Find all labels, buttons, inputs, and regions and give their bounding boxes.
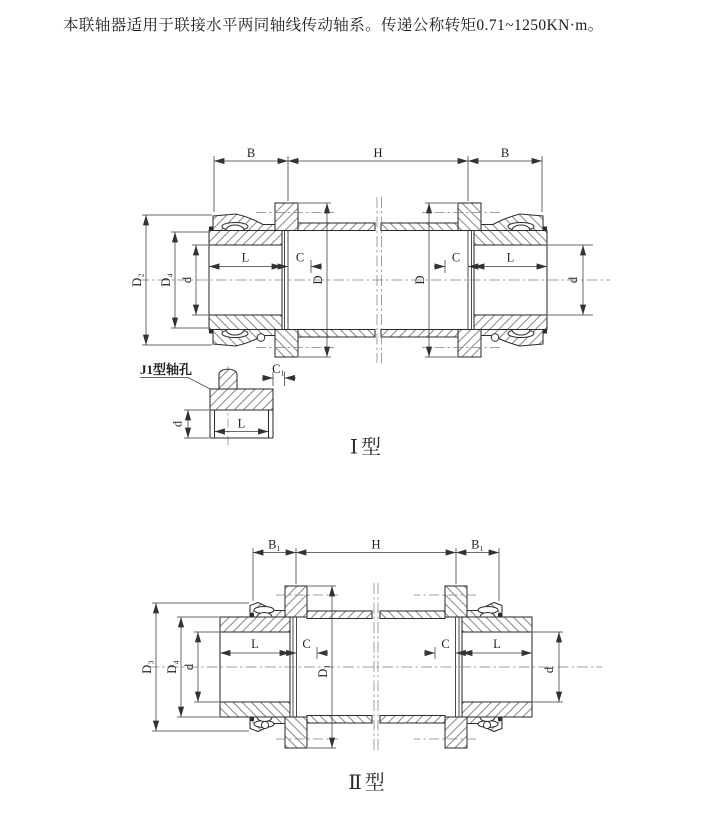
- coupling-quadrant-bottom-left: [220, 667, 372, 748]
- dim-label-D2: D₂: [130, 273, 144, 287]
- coupling-quadrant-bottom-right: [380, 667, 532, 748]
- dim-label-L-left: L: [241, 250, 250, 265]
- lube-hole: [257, 334, 265, 342]
- dim-label-C-left: C: [295, 250, 305, 265]
- dim-label-d-left: d: [182, 663, 196, 671]
- type1-drawing: [130, 146, 610, 363]
- dim-label-D1: D₁: [316, 664, 330, 678]
- dim-label-C-right: C: [441, 637, 450, 651]
- coupling-quadrant-bottom-left: [209, 280, 375, 357]
- dim-label-B1-left: B₁: [268, 537, 281, 552]
- dim-label-d-right: d: [566, 276, 580, 284]
- dim-label-D-right: D: [413, 275, 427, 285]
- dim-label-d-detail: d: [170, 420, 185, 428]
- dim-label-B1-right: B₁: [471, 537, 484, 552]
- dim-label-C1: C₁: [272, 362, 285, 376]
- dim-label-d-right: d: [542, 666, 556, 674]
- dim-label-B-left: B: [246, 146, 256, 160]
- dim-label-C-right: C: [451, 250, 461, 265]
- detail-title: J1型轴孔: [140, 362, 193, 377]
- coupling-quadrant-bottom-right: [381, 280, 547, 357]
- lube-hole: [491, 334, 499, 342]
- boss-section: [219, 369, 237, 389]
- coupling-quadrant-top-left: [220, 586, 372, 667]
- dim-label-H: H: [373, 146, 383, 160]
- lube-hole: [483, 721, 490, 728]
- dim-label-L-left: L: [251, 637, 259, 651]
- dim-label-D4: D₄: [165, 660, 179, 674]
- dim-label-H: H: [371, 537, 381, 552]
- dim-label-D3: D₃: [140, 660, 154, 674]
- shaft-hole-detail: [140, 362, 296, 446]
- dim-label-L-right: L: [506, 250, 515, 265]
- coupling-quadrant-top-right: [380, 586, 532, 667]
- coupling-quadrant-top-right: [381, 203, 547, 280]
- type1-caption: Ⅰ型: [350, 436, 384, 459]
- hub-flange-section: [210, 389, 273, 410]
- coupling-quadrant-top-left: [209, 203, 375, 280]
- lube-hole: [261, 721, 268, 728]
- dim-label-d-left: d: [180, 276, 194, 284]
- dim-label-L-detail: L: [237, 416, 246, 431]
- dim-label-B-right: B: [500, 146, 510, 160]
- dim-label-L-right: L: [493, 637, 501, 651]
- type2-caption: Ⅱ型: [348, 772, 388, 794]
- intro-text: 本联轴器适用于联接水平两同轴线传动轴系。传递公称转矩0.71~1250KN·m。: [63, 17, 604, 34]
- dim-label-D-left: D: [311, 275, 325, 285]
- type2-drawing: [140, 538, 602, 752]
- dim-label-C-left: C: [302, 637, 311, 651]
- dim-label-D4: D₄: [159, 273, 173, 287]
